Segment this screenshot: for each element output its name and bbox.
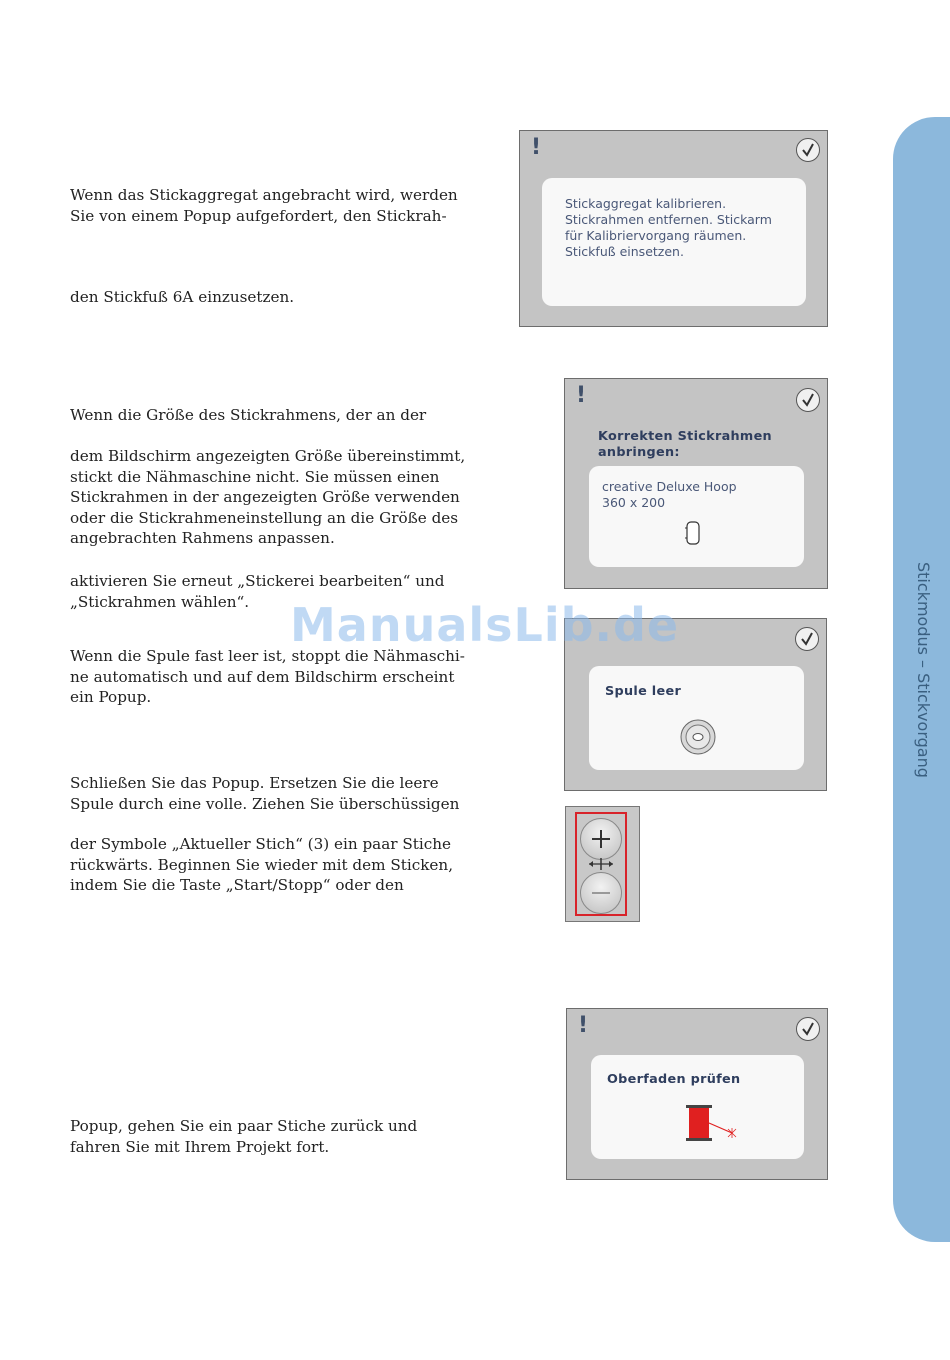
- message-line: Stickrahmen entfernen. Stickarm: [565, 212, 772, 227]
- popup-title: [598, 429, 772, 461]
- stitch-back-button[interactable]: [580, 872, 622, 914]
- stitch-position-icon: [586, 856, 616, 872]
- plus-icon: [581, 819, 621, 859]
- paragraph-continue: [70, 1116, 470, 1157]
- popup-hoop-screen: [564, 378, 828, 589]
- checkmark-icon: [800, 142, 816, 158]
- thread-spool-icon: [684, 1103, 740, 1143]
- text-line: den Stickfuß 6A einzusetzen.: [70, 288, 295, 306]
- stitch-forward-button[interactable]: [580, 818, 622, 860]
- confirm-check-button[interactable]: [796, 1017, 820, 1041]
- text-line: aktivieren Sie erneut „Stickerei bearbeiten“ und: [70, 572, 445, 590]
- paragraph-attach-unit: [70, 185, 470, 226]
- popup-thread-screen: [566, 1008, 828, 1180]
- text-line: angebrachten Rahmens anpassen.: [70, 529, 335, 547]
- watermark: ManualsLib.de: [290, 598, 680, 652]
- paragraph-stitch-back: [70, 834, 470, 896]
- popup-card: [589, 466, 804, 567]
- text-line: ne automatisch und auf dem Bildschirm erscheint: [70, 667, 455, 686]
- paragraph-hoop-mismatch: [70, 446, 470, 549]
- text-line: Schließen Sie das Popup. Ersetzen Sie die leere: [70, 774, 439, 792]
- alert-icon: !: [576, 383, 587, 408]
- text-line: stickt die Nähmaschine nicht. Sie müssen einen: [70, 467, 440, 486]
- popup-card: [589, 666, 804, 770]
- text-line: ein Popup.: [70, 688, 152, 706]
- current-stitch-control: [565, 806, 640, 922]
- text-line: der Symbole „Aktueller Stich“ (3) ein paar Stiche: [70, 835, 452, 853]
- text-line: oder die Stickrahmeneinstellung an die Größe des: [70, 508, 459, 527]
- text-line: „Stickrahmen wählen“.: [70, 592, 250, 611]
- chapter-tab-label: Stickmodus – Stickvorgang: [914, 562, 933, 778]
- popup-card: [542, 178, 806, 306]
- text-line: dem Bildschirm angezeigten Größe übereinstimmt,: [70, 447, 466, 465]
- paragraph-hoop-size: [70, 405, 470, 426]
- hoop-size: 360 x 200: [602, 495, 666, 510]
- text-line: Sie von einem Popup aufgefordert, den Stickrah-: [70, 206, 447, 225]
- bobbin-icon: [679, 719, 717, 755]
- hoop-name: creative Deluxe Hoop: [602, 479, 737, 494]
- popup-title: Oberfaden prüfen: [607, 1072, 741, 1087]
- message-line: Stickaggregat kalibrieren.: [565, 196, 727, 211]
- minus-icon: [581, 873, 621, 913]
- hoop-info: [602, 479, 737, 511]
- checkmark-icon: [800, 1021, 816, 1037]
- checkmark-icon: [799, 631, 815, 647]
- popup-message: [565, 196, 772, 260]
- text-line: Spule durch eine volle. Ziehen Sie überschüssigen: [70, 794, 460, 813]
- text-line: rückwärts. Beginnen Sie wieder mit dem Sticken,: [70, 855, 454, 874]
- highlight-frame: [575, 812, 627, 916]
- paragraph-bobbin: [70, 646, 470, 708]
- text-line: indem Sie die Taste „Start/Stopp“ oder den: [70, 876, 404, 894]
- title-line: anbringen:: [598, 445, 680, 460]
- text-line: Wenn die Größe des Stickrahmens, der an der: [70, 406, 427, 424]
- text-line: Stickrahmen in der angezeigten Größe verwenden: [70, 488, 460, 506]
- paragraph-replace-bobbin: [70, 773, 470, 814]
- confirm-check-button[interactable]: [795, 627, 819, 651]
- checkmark-icon: [800, 392, 816, 408]
- paragraph-foot: [70, 287, 470, 308]
- title-line: Korrekten Stickrahmen: [598, 429, 772, 444]
- confirm-check-button[interactable]: [796, 388, 820, 412]
- alert-icon: !: [531, 135, 542, 160]
- popup-calibrate-screen: [519, 130, 828, 327]
- popup-title: Spule leer: [605, 684, 682, 699]
- confirm-check-button[interactable]: [796, 138, 820, 162]
- message-line: Stickfuß einsetzen.: [565, 244, 684, 259]
- alert-icon: !: [578, 1013, 589, 1038]
- text-line: fahren Sie mit Ihrem Projekt fort.: [70, 1137, 330, 1156]
- text-line: Wenn das Stickaggregat angebracht wird, werden: [70, 186, 458, 204]
- text-line: Popup, gehen Sie ein paar Stiche zurück und: [70, 1117, 418, 1135]
- popup-card: [591, 1055, 804, 1159]
- hoop-icon: [684, 520, 702, 546]
- message-line: für Kalibriervorgang räumen.: [565, 228, 747, 243]
- text-line: Wenn die Spule fast leer ist, stoppt die Nähmaschi-: [70, 647, 465, 665]
